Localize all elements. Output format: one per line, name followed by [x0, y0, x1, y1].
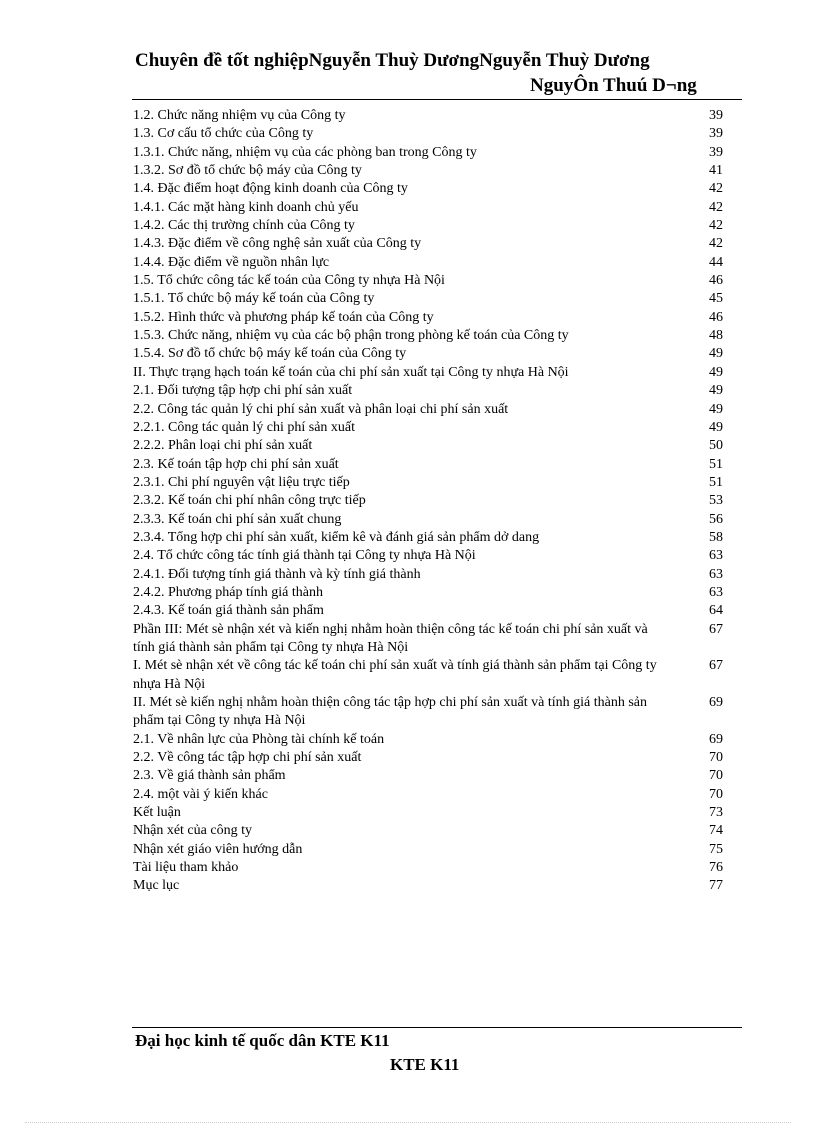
toc-entry-title: 1.2. Chức năng nhiệm vụ của Công ty	[133, 108, 346, 123]
toc-entry	[133, 437, 723, 455]
toc-entry-page: 49	[709, 401, 723, 417]
toc-entry-title: 2.2. Công tác quản lý chi phí sản xuất và phân loại chi phí sản xuất	[133, 401, 509, 417]
toc-entry-page: 70	[709, 750, 723, 766]
toc-entry-page: 42	[709, 199, 723, 215]
toc-entry	[133, 290, 723, 308]
toc-entry-page: 45	[709, 291, 723, 307]
toc-entry-page: 69	[709, 731, 723, 747]
toc-entry-page: 42	[709, 218, 723, 234]
toc-entry	[133, 180, 723, 198]
toc-entry-title: Tài liệu tham khảo	[133, 860, 239, 876]
toc-entry	[133, 566, 723, 584]
toc-entry-page: 49	[709, 364, 723, 380]
toc-entry	[133, 144, 723, 162]
toc-entry-title: 1.5.4. Sơ đồ tổ chức bộ máy kế toán của Công ty	[133, 346, 407, 362]
toc-entry	[133, 272, 723, 290]
toc-entry-page: 42	[709, 181, 723, 197]
toc-entry-page: 70	[709, 768, 723, 784]
toc-entry-title: Mục lục	[133, 878, 180, 894]
toc-entry-title: Nhận xét giáo viên hướng dẫn	[133, 841, 303, 857]
toc-entry-title: Phần III: Mét sè nhận xét và kiến nghị nhằm hoàn thiện công tác kế toán chi phí sản xuất và tính giá thành sản phẩm tại Công ty nhựa Hà Nội	[133, 621, 648, 655]
toc-entry-title: Nhận xét của công ty	[133, 823, 252, 839]
toc-entry-page: 69	[709, 695, 723, 710]
toc-entry-page: 73	[709, 805, 723, 821]
toc-entry-page: 75	[709, 841, 723, 857]
toc-entry-title: 2.3. Về giá thành sản phẩm	[133, 768, 286, 784]
toc-entry	[133, 235, 723, 253]
toc-entry-title: 1.5.2. Hình thức và phương pháp kế toán của Công ty	[133, 309, 434, 325]
toc-entry-title: 2.3.2. Kế toán chi phí nhân công trực tiếp	[133, 493, 366, 509]
toc-entry-page: 39	[709, 144, 723, 160]
toc-entry-page: 39	[709, 126, 723, 142]
toc-entry-title: II. Mét sè kiến nghị nhằm hoàn thiện công tác tập hợp chi phí sản xuất và tính giá thành sản phẩm tại Công ty nhựa Hà Nội	[133, 695, 648, 729]
toc-entry-title: 2.2.1. Công tác quản lý chi phí sản xuất	[133, 419, 356, 435]
toc-entry	[133, 547, 723, 565]
toc-entry	[133, 694, 723, 731]
toc-entry	[133, 621, 723, 658]
toc-entry-title: 1.5. Tổ chức công tác kế toán của Công ty nhựa Hà Nội	[133, 273, 445, 289]
toc-entry	[133, 584, 723, 602]
toc-entry-title: 2.4.3. Kế toán giá thành sản phẩm	[133, 603, 324, 619]
toc-entry-title: 1.3.2. Sơ đồ tổ chức bộ máy của Công ty	[133, 163, 362, 179]
toc-entry	[133, 841, 723, 859]
toc-entry-page: 64	[709, 603, 723, 619]
toc-entry-page: 44	[709, 254, 723, 270]
toc-entry-page: 67	[709, 621, 723, 637]
toc-entry	[133, 382, 723, 400]
footer-class: KTE K11	[390, 1055, 460, 1074]
toc-entry-title: 1.4. Đặc điểm hoạt động kinh doanh của Công ty	[133, 181, 408, 197]
toc-entry	[133, 401, 723, 419]
toc-entry	[133, 749, 723, 767]
toc-entry-title: 2.2. Về công tác tập hợp chi phí sản xuất	[133, 750, 362, 766]
toc-entry	[133, 107, 723, 125]
footer-university: Đại học kinh tế quốc dân KTE K11	[135, 1031, 390, 1050]
toc-entry-page: 63	[709, 584, 723, 600]
toc-entry	[133, 309, 723, 327]
toc-entry-title: 1.3.1. Chức năng, nhiệm vụ của các phòng ban trong Công ty	[133, 144, 477, 160]
toc-entry-title: 1.4.4. Đặc điểm về nguồn nhân lực	[133, 254, 330, 270]
toc-entry-title: Kết luận	[133, 805, 181, 821]
toc-entry-title: 2.1. Về nhân lực của Phòng tài chính kế toán	[133, 731, 385, 747]
toc-entry-page: 70	[709, 786, 723, 802]
toc-entry	[133, 731, 723, 749]
toc-entry-title: 2.4.1. Đối tượng tính giá thành và kỳ tính giá thành	[133, 566, 421, 582]
toc-entry-page: 39	[709, 108, 723, 123]
toc-entry-page: 63	[709, 566, 723, 582]
toc-entry-title: 2.1. Đối tượng tập hợp chi phí sản xuất	[133, 383, 353, 399]
toc-entry-title: 2.3.1. Chi phí nguyên vật liệu trực tiếp	[133, 474, 350, 490]
toc-entry-title: II. Thực trạng hạch toán kế toán của chi phí sản xuất tại Công ty nhựa Hà Nội	[133, 364, 569, 380]
header-rule	[132, 99, 742, 100]
toc-entry-page: 77	[709, 878, 723, 894]
toc-entry-page: 49	[709, 383, 723, 399]
toc-entry-title: 2.4.2. Phương pháp tính giá thành	[133, 584, 323, 600]
toc-entry-page: 51	[709, 474, 723, 490]
header-author: NguyÔn Thuú D¬ng	[530, 75, 697, 96]
toc-entry	[133, 327, 723, 345]
toc-entry-title: 1.4.2. Các thị trường chính của Công ty	[133, 218, 355, 234]
toc-entry-page: 49	[709, 419, 723, 435]
toc-entry	[133, 511, 723, 529]
toc-entry	[133, 602, 723, 620]
toc-entry	[133, 125, 723, 143]
toc-entry-title: 2.3.4. Tổng hợp chi phí sản xuất, kiểm kê và đánh giá sản phẩm dở dang	[133, 529, 540, 545]
toc-entry-page: 53	[709, 493, 723, 509]
toc-entry	[133, 657, 723, 694]
toc-entry-title: 2.3.3. Kế toán chi phí sản xuất chung	[133, 511, 342, 527]
toc-entry-page: 48	[709, 328, 723, 344]
toc-entry	[133, 804, 723, 822]
toc-entry	[133, 786, 723, 804]
toc-entry-page: 46	[709, 309, 723, 325]
toc-entry-page: 58	[709, 529, 723, 545]
footer-rule	[132, 1027, 742, 1028]
toc-entry-title: 1.3. Cơ cấu tổ chức của Công ty	[133, 126, 314, 142]
toc-entry	[133, 162, 723, 180]
toc-entry-title: 2.4. một vài ý kiến khác	[133, 786, 268, 802]
toc-entry-page: 42	[709, 236, 723, 252]
toc-entry	[133, 254, 723, 272]
toc-entry	[133, 474, 723, 492]
toc-entry	[133, 217, 723, 235]
toc-entry	[133, 419, 723, 437]
toc-entry-page: 56	[709, 511, 723, 527]
toc-entry-page: 63	[709, 548, 723, 564]
toc-entry-page: 51	[709, 456, 723, 472]
toc-entry-title: 1.5.3. Chức năng, nhiệm vụ của các bộ phận trong phòng kế toán của Công ty	[133, 328, 569, 344]
toc-entry-page: 74	[709, 823, 723, 839]
toc-entry-title: I. Mét sè nhận xét về công tác kế toán chi phí sản xuất và tính giá thành sản phẩm tại Công ty nhựa Hà Nội	[133, 658, 657, 692]
toc-entry-page: 46	[709, 273, 723, 289]
toc-entry-page: 49	[709, 346, 723, 362]
toc-entry-page: 41	[709, 163, 723, 179]
toc-entry-title: 2.2.2. Phân loại chi phí sản xuất	[133, 438, 313, 454]
toc-entry-title: 1.4.3. Đặc điểm về công nghệ sản xuất của Công ty	[133, 236, 422, 252]
toc-entry	[133, 767, 723, 785]
toc-entry-page: 50	[709, 438, 723, 454]
toc-entry-title: 2.3. Kế toán tập hợp chi phí sản xuất	[133, 456, 339, 472]
toc-entry	[133, 345, 723, 363]
header-title: Chuyên đề tốt nghiệpNguyễn Thuỳ DươngNguyễn Thuỳ Dương	[135, 50, 650, 71]
toc-entry-title: 2.4. Tổ chức công tác tính giá thành tại Công ty nhựa Hà Nội	[133, 548, 476, 564]
toc-entry-title: 1.4.1. Các mặt hàng kinh doanh chủ yếu	[133, 199, 359, 215]
toc-entry	[133, 492, 723, 510]
toc-entry	[133, 199, 723, 217]
table-of-contents	[133, 107, 723, 896]
toc-entry	[133, 822, 723, 840]
toc-entry-page: 76	[709, 860, 723, 876]
toc-entry	[133, 529, 723, 547]
toc-entry-title: 1.5.1. Tổ chức bộ máy kế toán của Công ty	[133, 291, 375, 307]
toc-entry-page: 67	[709, 658, 723, 674]
toc-entry	[133, 456, 723, 474]
toc-entry	[133, 877, 723, 895]
toc-entry	[133, 859, 723, 877]
toc-entry	[133, 364, 723, 382]
